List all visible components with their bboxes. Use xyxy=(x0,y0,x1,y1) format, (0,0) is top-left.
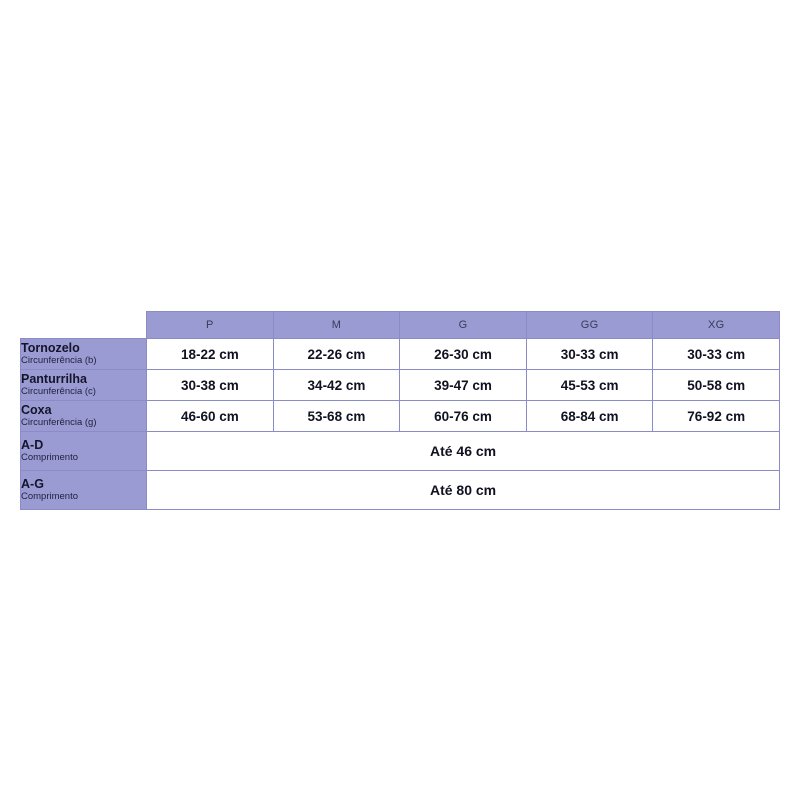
cell-coxa-xg: 76-92 cm xyxy=(653,401,780,432)
cell-tornozelo-m: 22-26 cm xyxy=(273,339,400,370)
cell-panturrilha-m: 34-42 cm xyxy=(273,370,400,401)
cell-coxa-g: 60-76 cm xyxy=(400,401,527,432)
cell-tornozelo-p: 18-22 cm xyxy=(147,339,274,370)
row-title: Tornozelo xyxy=(21,341,80,355)
cell-coxa-gg: 68-84 cm xyxy=(526,401,653,432)
row-title: A-D xyxy=(21,438,44,452)
cell-panturrilha-gg: 45-53 cm xyxy=(526,370,653,401)
row-title: Coxa xyxy=(21,403,52,417)
table-row xyxy=(21,471,780,510)
table-header-row xyxy=(21,312,780,339)
row-subtitle: Circunferência (c) xyxy=(21,386,96,397)
table-row xyxy=(21,432,780,471)
header-size-p: P xyxy=(147,312,274,339)
row-title: A-G xyxy=(21,477,44,491)
cell-ag-value: Até 80 cm xyxy=(147,471,780,510)
row-label-ad xyxy=(21,432,147,471)
size-table xyxy=(20,311,780,510)
size-table-container xyxy=(20,311,780,510)
cell-coxa-p: 46-60 cm xyxy=(147,401,274,432)
row-label-coxa xyxy=(21,401,147,432)
cell-panturrilha-g: 39-47 cm xyxy=(400,370,527,401)
cell-panturrilha-p: 30-38 cm xyxy=(147,370,274,401)
row-subtitle: Circunferência (b) xyxy=(21,355,97,366)
cell-tornozelo-xg: 30-33 cm xyxy=(653,339,780,370)
header-size-g: G xyxy=(400,312,527,339)
table-row xyxy=(21,401,780,432)
cell-tornozelo-g: 26-30 cm xyxy=(400,339,527,370)
cell-tornozelo-gg: 30-33 cm xyxy=(526,339,653,370)
row-label-panturrilha xyxy=(21,370,147,401)
row-subtitle: Comprimento xyxy=(21,452,79,463)
header-size-gg: GG xyxy=(526,312,653,339)
cell-coxa-m: 53-68 cm xyxy=(273,401,400,432)
header-size-xg: XG xyxy=(653,312,780,339)
header-corner-cell xyxy=(21,312,147,339)
header-size-m: M xyxy=(273,312,400,339)
row-label-ag xyxy=(21,471,147,510)
row-label-tornozelo xyxy=(21,339,147,370)
cell-panturrilha-xg: 50-58 cm xyxy=(653,370,780,401)
row-subtitle: Comprimento xyxy=(21,491,79,502)
row-title: Panturrilha xyxy=(21,372,87,386)
cell-ad-value: Até 46 cm xyxy=(147,432,780,471)
table-row xyxy=(21,339,780,370)
table-row xyxy=(21,370,780,401)
row-subtitle: Circunferência (g) xyxy=(21,417,97,428)
